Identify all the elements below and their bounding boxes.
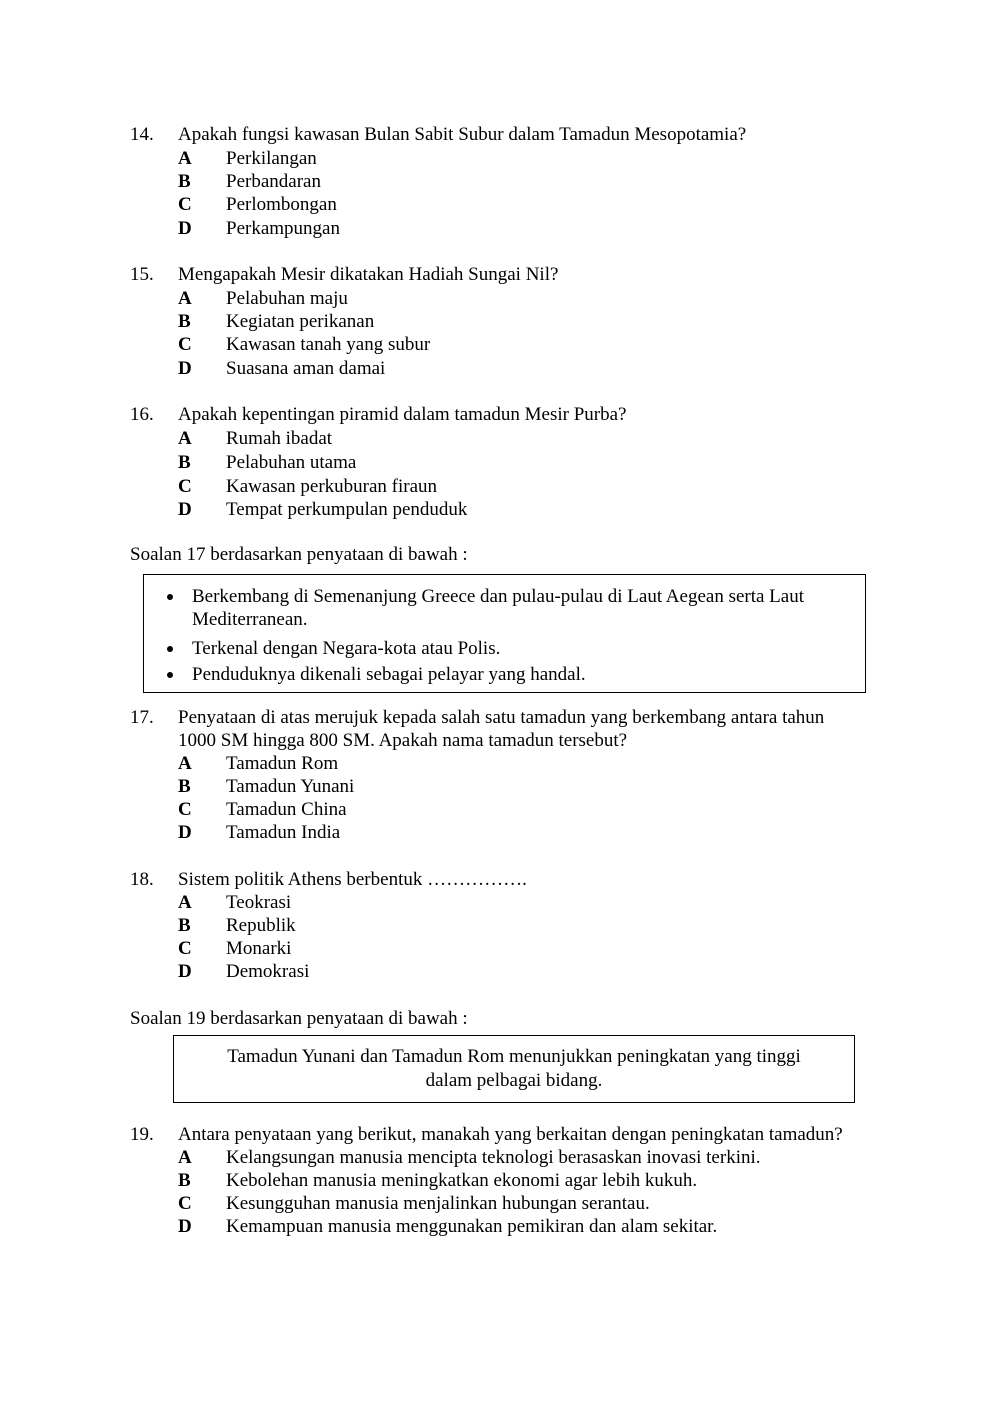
option-b[interactable]: Kegiatan perikanan	[226, 311, 375, 332]
option-d[interactable]: Perkampungan	[226, 218, 340, 239]
option-a[interactable]: Pelabuhan maju	[226, 288, 348, 309]
question-text: Antara penyataan yang berikut, manakah yang berkaitan dengan peningkatan tamadun?	[178, 1124, 843, 1145]
stimulus-box-17	[143, 574, 866, 693]
question-text: Apakah kepentingan piramid dalam tamadun Mesir Purba?	[178, 404, 627, 425]
option-c[interactable]: Kesungguhan manusia menjalinkan hubungan serantau.	[226, 1193, 650, 1214]
option-a[interactable]: Tamadun Rom	[226, 753, 339, 774]
option-b[interactable]: Kebolehan manusia meningkatkan ekonomi agar lebih kukuh.	[226, 1170, 698, 1191]
question-number: 14.	[130, 124, 154, 145]
option-c[interactable]: Perlombongan	[226, 194, 337, 215]
stimulus-text-line-1: Tamadun Yunani dan Tamadun Rom menunjukkan peningkatan yang tinggi	[227, 1046, 801, 1067]
stimulus-text: Penduduknya dikenali sebagai pelayar yang handal.	[192, 664, 586, 685]
stimulus-text: Terkenal dengan Negara-kota atau Polis.	[192, 638, 501, 659]
question-text-line-2: 1000 SM hingga 800 SM. Apakah nama tamadun tersebut?	[178, 730, 628, 751]
option-a[interactable]: Kelangsungan manusia mencipta teknologi berasaskan inovasi terkini.	[226, 1147, 761, 1168]
option-c[interactable]: Tamadun China	[226, 799, 347, 820]
option-letter-d: D	[178, 358, 192, 379]
option-letter-c: C	[178, 1193, 192, 1214]
stimulus-bullet	[144, 663, 865, 686]
stimulus-bullet	[144, 585, 865, 631]
question-text: Mengapakah Mesir dikatakan Hadiah Sungai Nil?	[178, 264, 559, 285]
question-number: 19.	[130, 1124, 154, 1145]
option-letter-a: A	[178, 1147, 192, 1168]
option-b[interactable]: Pelabuhan utama	[226, 452, 357, 473]
option-letter-c: C	[178, 194, 192, 215]
question-number: 18.	[130, 869, 154, 890]
option-letter-c: C	[178, 938, 192, 959]
option-a[interactable]: Rumah ibadat	[226, 428, 333, 449]
option-letter-b: B	[178, 1170, 191, 1191]
stimulus-intro-17: Soalan 17 berdasarkan penyataan di bawah :	[130, 544, 468, 565]
option-letter-a: A	[178, 428, 192, 449]
option-letter-d: D	[178, 499, 192, 520]
question-number: 15.	[130, 264, 154, 285]
option-b[interactable]: Perbandaran	[226, 171, 321, 192]
option-a[interactable]: Perkilangan	[226, 148, 317, 169]
option-letter-b: B	[178, 452, 191, 473]
option-letter-d: D	[178, 218, 192, 239]
stimulus-bullet	[144, 637, 865, 660]
option-letter-c: C	[178, 799, 192, 820]
option-letter-b: B	[178, 915, 191, 936]
question-text-line-1: Penyataan di atas merujuk kepada salah satu tamadun yang berkembang antara tahun	[178, 707, 825, 728]
stimulus-intro-19: Soalan 19 berdasarkan penyataan di bawah :	[130, 1008, 468, 1029]
option-d[interactable]: Tamadun India	[226, 822, 341, 843]
bullet-icon	[167, 594, 173, 600]
option-letter-b: B	[178, 776, 191, 797]
option-a[interactable]: Teokrasi	[226, 892, 292, 913]
option-d[interactable]: Tempat perkumpulan penduduk	[226, 499, 468, 520]
question-number: 16.	[130, 404, 154, 425]
option-letter-a: A	[178, 288, 192, 309]
option-c[interactable]: Kawasan perkuburan firaun	[226, 476, 438, 497]
option-letter-c: C	[178, 476, 192, 497]
option-letter-d: D	[178, 961, 192, 982]
option-letter-a: A	[178, 753, 192, 774]
question-text: Apakah fungsi kawasan Bulan Sabit Subur dalam Tamadun Mesopotamia?	[178, 124, 747, 145]
option-b[interactable]: Republik	[226, 915, 296, 936]
option-letter-a: A	[178, 148, 192, 169]
option-d[interactable]: Kemampuan manusia menggunakan pemikiran dan alam sekitar.	[226, 1216, 718, 1237]
option-letter-d: D	[178, 1216, 192, 1237]
stimulus-text: Berkembang di Semenanjung Greece dan pulau-pulau di Laut Aegean serta Laut Mediterranean.	[192, 586, 804, 630]
option-letter-c: C	[178, 334, 192, 355]
option-letter-a: A	[178, 892, 192, 913]
stimulus-text-line-2: dalam pelbagai bidang.	[425, 1070, 603, 1091]
option-letter-b: B	[178, 171, 191, 192]
option-c[interactable]: Kawasan tanah yang subur	[226, 334, 431, 355]
option-b[interactable]: Tamadun Yunani	[226, 776, 355, 797]
bullet-icon	[167, 646, 173, 652]
question-text: Sistem politik Athens berbentuk …………….	[178, 869, 527, 890]
bullet-icon	[167, 672, 173, 678]
question-number: 17.	[130, 707, 154, 728]
option-d[interactable]: Suasana aman damai	[226, 358, 386, 379]
option-d[interactable]: Demokrasi	[226, 961, 310, 982]
option-letter-d: D	[178, 822, 192, 843]
option-letter-b: B	[178, 311, 191, 332]
stimulus-box-19	[173, 1035, 855, 1103]
option-c[interactable]: Monarki	[226, 938, 292, 959]
